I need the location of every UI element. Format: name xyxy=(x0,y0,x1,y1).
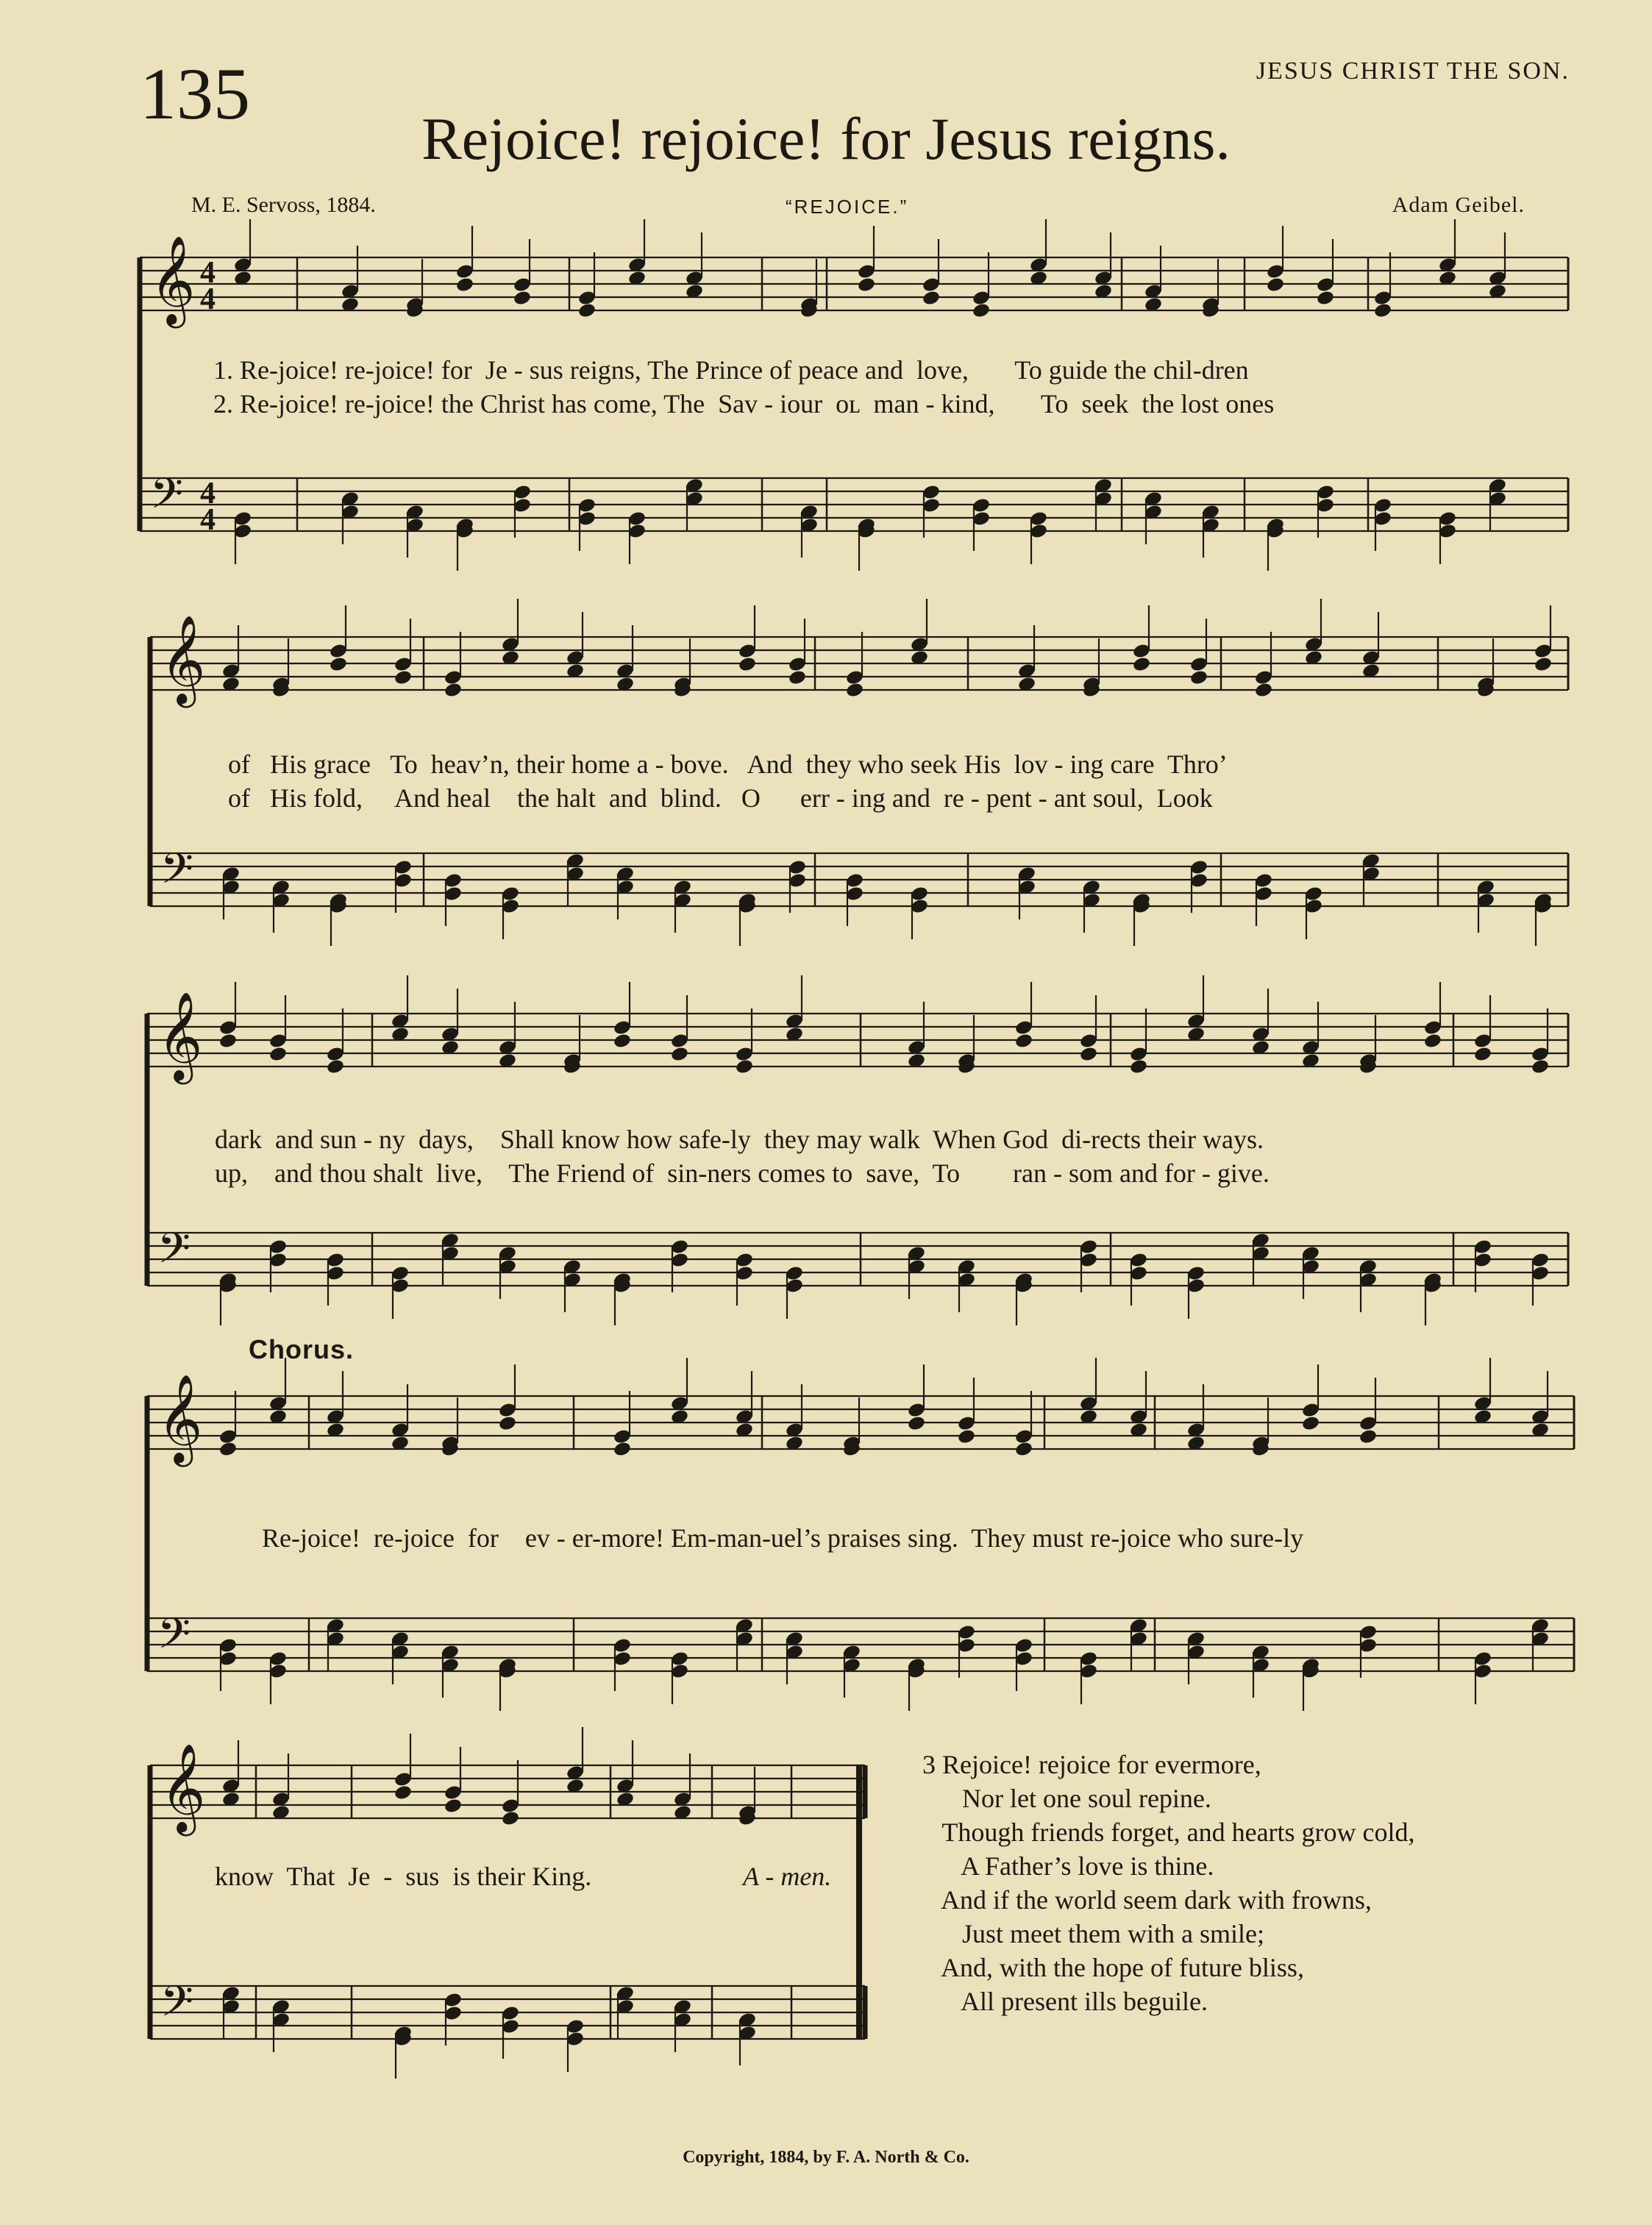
tune-name: “REJOICE.” xyxy=(786,196,909,218)
section-heading: JESUS CHRIST THE SON. xyxy=(1256,57,1570,85)
stanza-3 xyxy=(922,1748,1415,2018)
notehead xyxy=(513,290,532,307)
notehead xyxy=(922,290,941,307)
chorus-label: Chorus. xyxy=(249,1334,355,1364)
time-signature: 4 xyxy=(200,503,216,537)
notehead xyxy=(972,302,991,319)
notehead xyxy=(1423,1033,1442,1050)
system-5-lyric: know That Je - sus is their King. xyxy=(215,1862,592,1891)
time-signature: 4 xyxy=(200,256,216,290)
bass-clef: 𝄢 xyxy=(150,469,184,529)
hymn-number: 135 xyxy=(140,53,250,135)
time-signature: 4 xyxy=(200,477,216,510)
notehead xyxy=(394,669,413,686)
author-credit: M. E. Servoss, 1884. xyxy=(191,193,376,217)
notehead xyxy=(444,682,463,699)
notehead xyxy=(444,1798,463,1815)
notehead xyxy=(577,302,597,319)
notehead xyxy=(498,1415,517,1432)
stanza-line: 3 Rejoice! rejoice for evermore, xyxy=(922,1750,1261,1779)
treble-clef: 𝄞 xyxy=(150,235,196,324)
stanza-line: All present ills beguile. xyxy=(922,1987,1208,2016)
notehead xyxy=(218,1033,238,1050)
stanza-line: Nor let one soul repine. xyxy=(922,1784,1211,1813)
notehead xyxy=(501,1810,520,1827)
treble-clef: 𝄞 xyxy=(160,1742,206,1832)
bass-clef: 𝄢 xyxy=(157,1223,191,1284)
stanza-line: And, with the hope of future bliss, xyxy=(922,1953,1304,1982)
notehead xyxy=(1189,669,1208,686)
notehead xyxy=(613,1033,632,1050)
notehead xyxy=(1129,1058,1148,1075)
notehead xyxy=(1534,656,1553,673)
system-2-verse-2: of His fold, And heal the halt and blind. O err - ing and re - pent - ant soul, Look xyxy=(228,783,1213,813)
notehead xyxy=(1266,277,1285,293)
notehead xyxy=(394,1784,413,1801)
notehead xyxy=(1359,1428,1378,1445)
notehead xyxy=(1014,1441,1033,1458)
notehead xyxy=(1473,1046,1492,1063)
treble-clef: 𝄞 xyxy=(157,991,203,1081)
notehead xyxy=(1132,656,1151,673)
treble-clef: 𝄞 xyxy=(157,1373,203,1463)
hymn-title: Rejoice! rejoice! for Jesus reigns. xyxy=(421,105,1231,172)
notehead xyxy=(1316,290,1335,307)
notehead xyxy=(455,277,474,293)
notehead xyxy=(788,669,807,686)
system-4-chorus-lyric: Re-joice! re-joice for ev - er-more! Em-man-uel’s praises sing. They must re-joice who sure-ly xyxy=(262,1523,1304,1553)
notehead xyxy=(670,1046,689,1063)
notehead xyxy=(1531,1058,1550,1075)
notehead xyxy=(735,1058,754,1075)
notehead xyxy=(1014,1033,1033,1050)
time-signature: 4 xyxy=(200,282,216,316)
stanza-line: Just meet them with a smile; xyxy=(922,1919,1264,1948)
stanza-line: Though friends forget, and hearts grow cold, xyxy=(922,1818,1415,1847)
bass-clef: 𝄢 xyxy=(157,1609,191,1669)
notehead xyxy=(1254,682,1273,699)
notehead xyxy=(1301,1415,1320,1432)
notehead xyxy=(907,1415,926,1432)
bass-clef: 𝄢 xyxy=(160,1976,194,2037)
system-1-verse-1: 1. Re-joice! re-joice! for Je - sus reigns, The Prince of peace and love, To guide the chil-dren xyxy=(213,355,1249,385)
notehead xyxy=(326,1058,345,1075)
bass-clef: 𝄢 xyxy=(160,844,194,904)
notehead xyxy=(1373,302,1392,319)
system-1-verse-2: 2. Re-joice! re-joice! the Christ has come, The Sav - iour oʟ man - kind, To seek the lost ones xyxy=(213,389,1275,419)
system-3-verse-2: up, and thou shalt live, The Friend of sin-ners comes to save, To ran - som and for - give. xyxy=(215,1158,1270,1188)
stanza-line: A Father’s love is thine. xyxy=(922,1851,1214,1881)
notehead xyxy=(957,1428,976,1445)
notehead xyxy=(218,1441,238,1458)
treble-clef: 𝄞 xyxy=(160,614,206,704)
stanza-line: And if the world seem dark with frowns, xyxy=(922,1885,1372,1915)
system-3-verse-1: dark and sun - ny days, Shall know how safe-ly they may walk When God di-rects their ways. xyxy=(215,1125,1264,1154)
notehead xyxy=(268,1046,288,1063)
notehead xyxy=(1079,1046,1098,1063)
system-2-verse-1: of His grace To heav’n, their home a - bove. And they who seek His lov - ing care Thro’ xyxy=(228,750,1228,779)
composer-credit: Adam Geibel. xyxy=(1392,193,1525,217)
notehead xyxy=(857,277,876,293)
copyright-notice: Copyright, 1884, by F. A. North & Co. xyxy=(683,2148,969,2167)
notehead xyxy=(845,682,864,699)
notehead xyxy=(613,1441,632,1458)
notehead xyxy=(329,656,348,673)
notehead xyxy=(738,656,757,673)
amen-lyric: A - men. xyxy=(743,1862,832,1891)
